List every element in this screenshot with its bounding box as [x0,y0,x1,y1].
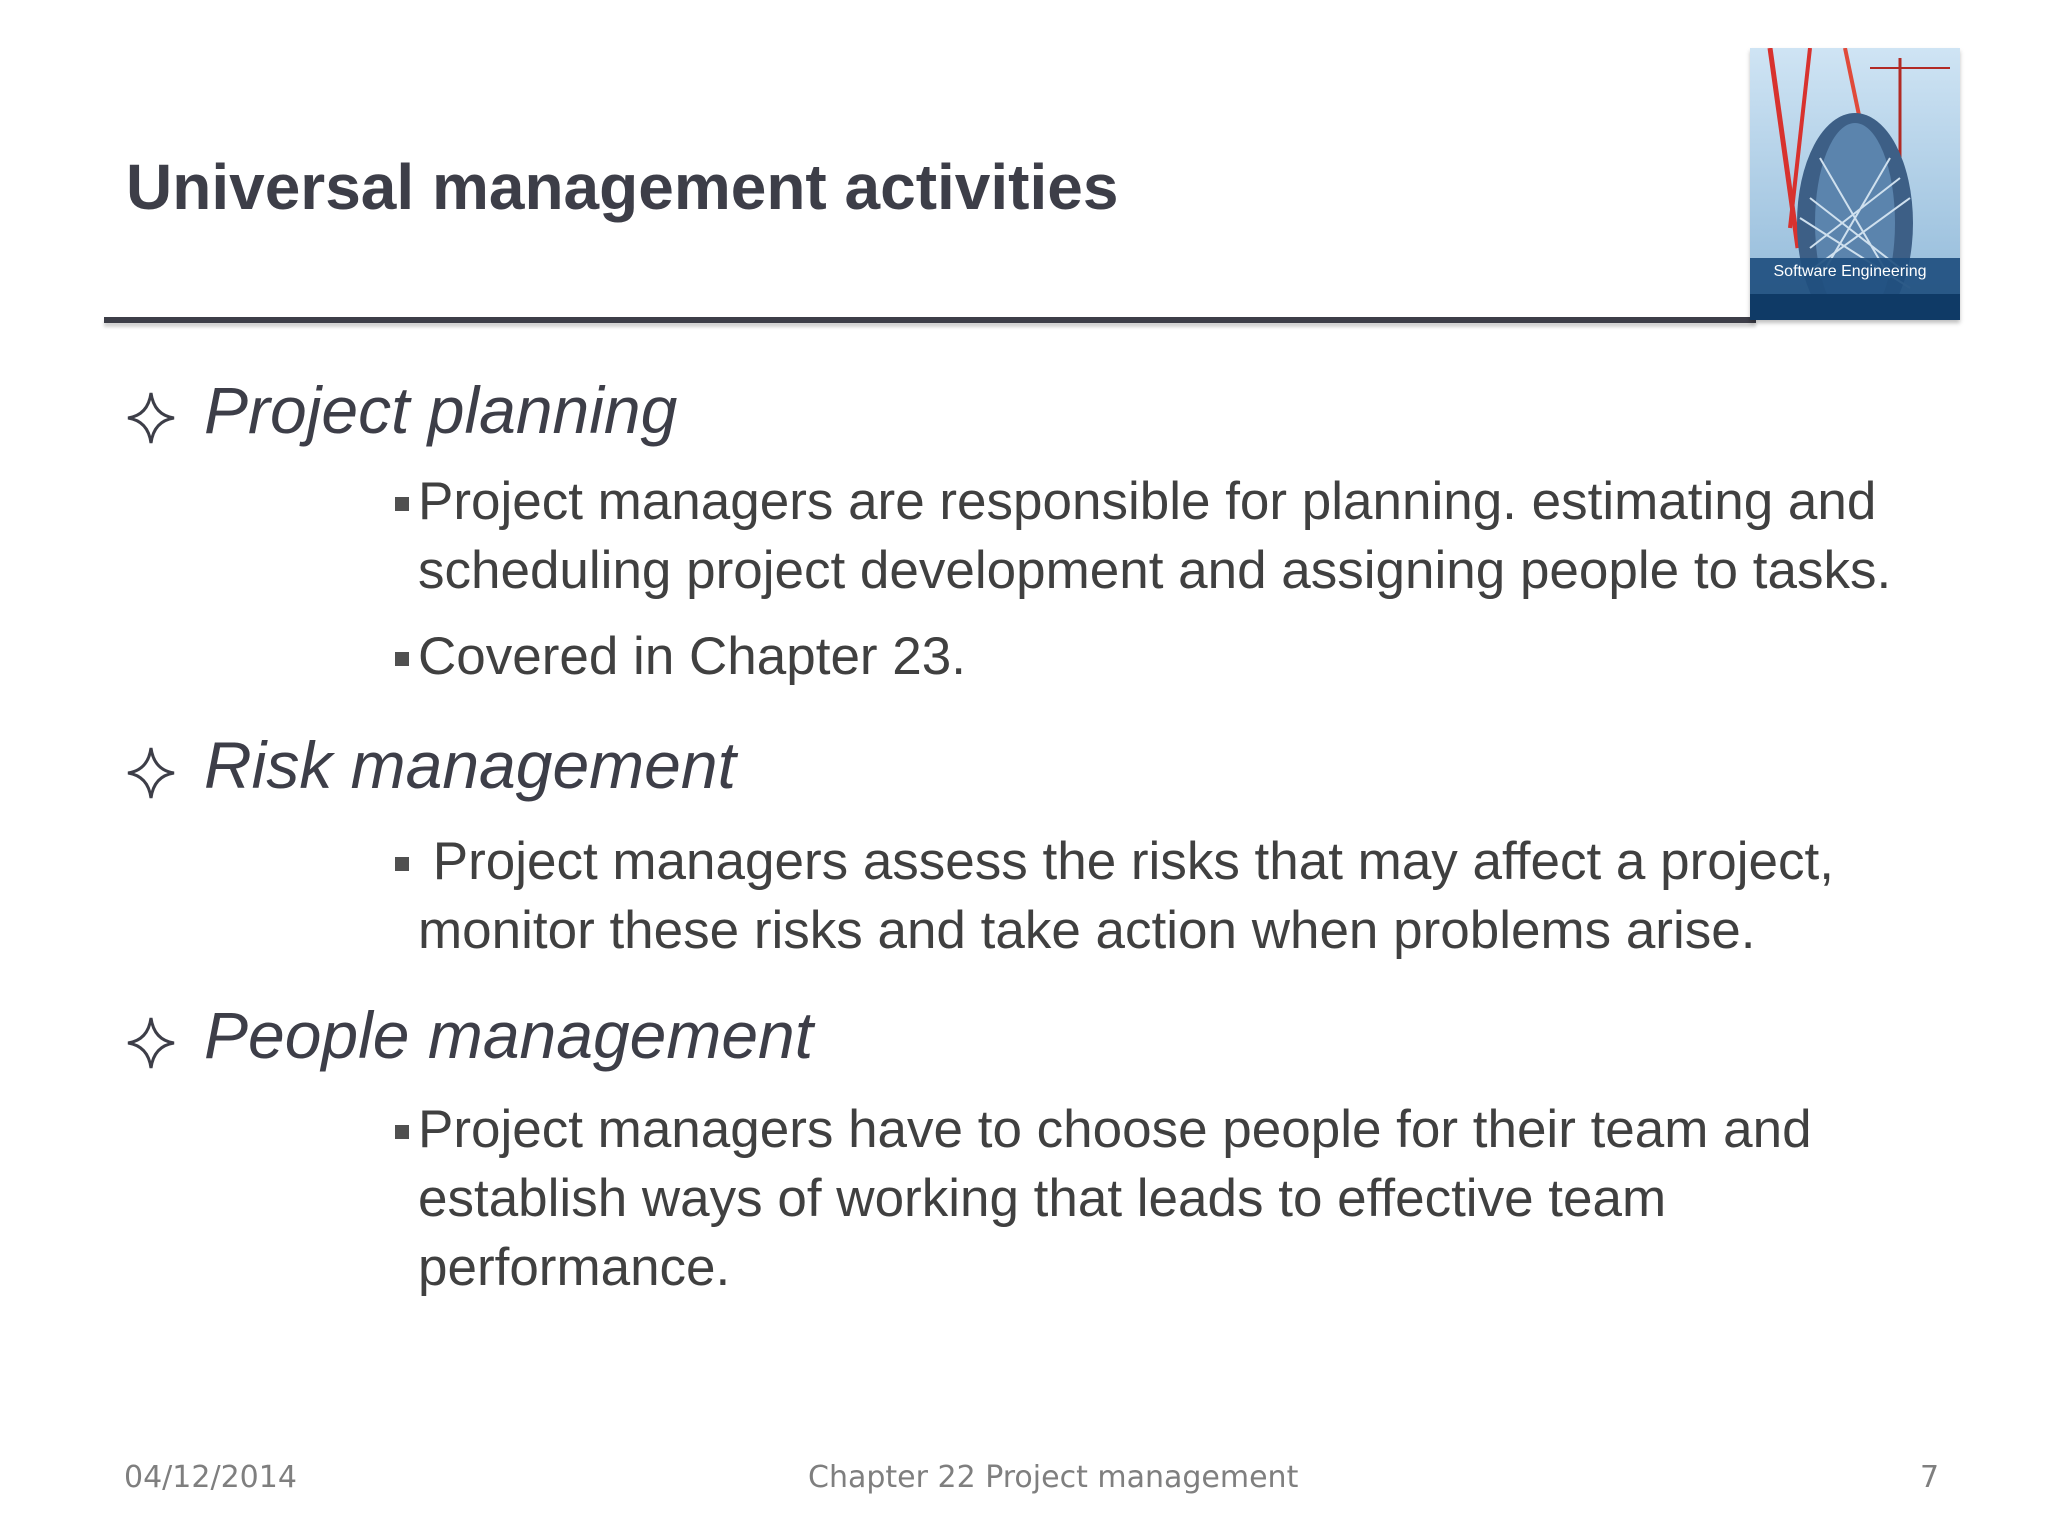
section-heading-text: Risk management [204,728,736,802]
four-point-star-icon [126,1009,176,1063]
bullet-item [291,622,1926,691]
section-heading-text: People management [204,998,814,1072]
bullet-item [291,827,2018,965]
section-heading-text: Project planning [204,373,678,447]
bullet-text: Project managers assess the risks that may affect a project, monitor these risks and take action when problems arise. [418,832,1849,960]
footer-date: 04/12/2014 [124,1460,297,1495]
bullet-text: Project managers have to choose people for their team and establish ways of working that leads to effective team performance. [418,1100,1812,1297]
four-point-star-icon [126,739,176,793]
bullet-item [291,1095,1978,1302]
section-heading [126,995,1926,1085]
bullet-text: Covered in Chapter 23. [418,627,966,686]
book-cover-label: Software Engineering [1773,263,1927,280]
section-heading [126,725,1926,815]
footer-page-number: 7 [1920,1460,1940,1495]
book-cover-image [1750,48,1960,320]
four-point-star-icon [126,384,176,438]
title-divider [104,317,1756,323]
square-bullet-icon [395,652,409,666]
square-bullet-icon [395,857,409,871]
square-bullet-icon [395,497,409,511]
square-bullet-icon [395,1125,409,1139]
section-heading [126,370,1926,460]
slide-title: Universal management activities [126,151,1119,223]
footer-chapter-title: Chapter 22 Project management [808,1460,1299,1495]
bullet-text: Project managers are responsible for planning. estimating and scheduling project development and assigning people to tasks. [418,472,1892,600]
slide-content [126,370,1926,1302]
bullet-item [291,467,2048,605]
